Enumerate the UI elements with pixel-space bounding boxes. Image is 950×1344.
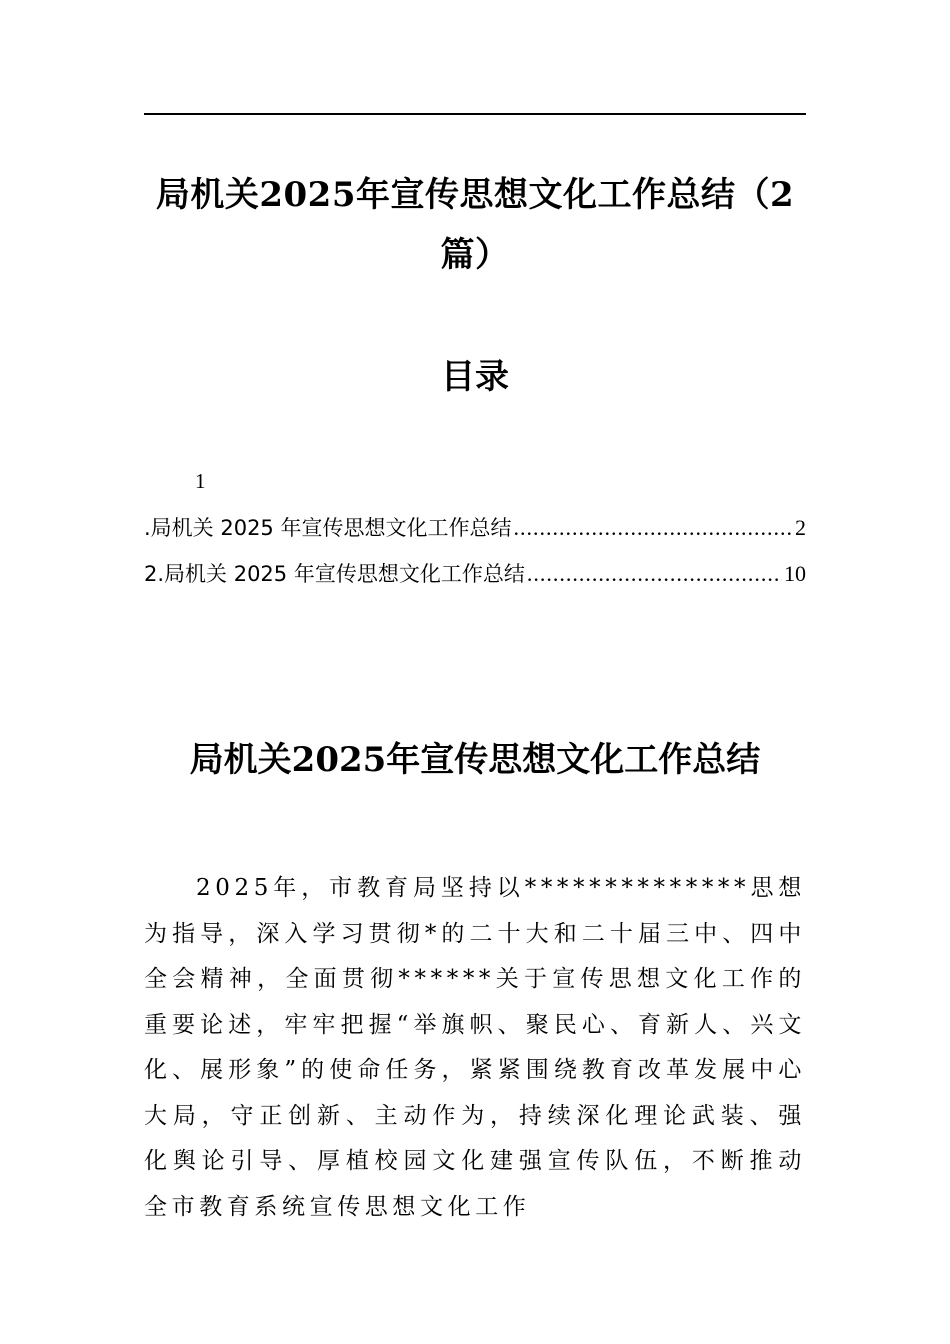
toc-entry-2[interactable] (144, 554, 806, 594)
toc-entry-label: .局机关 2025 年宣传思想文化工作总结 (144, 516, 512, 540)
toc-heading: 目录 (441, 357, 509, 397)
toc-entry-label: 2.局机关 2025 年宣传思想文化工作总结 (144, 562, 525, 586)
top-divider (144, 113, 806, 115)
section-title: 局机关2025年宣传思想文化工作总结 (189, 740, 761, 780)
body-paragraph: 2025年，市教育局坚持以**************思想为指导，深入学习贯彻*的二十大和二十届三中、四中全会精神，全面贯彻******关于宣传思想文化工作的重要论述，牢牢把握“举旗帜、聚民心、育新人、兴文化、展形象”的使命任务，紧紧围绕教育改革发展中心大局，守正创新、主动作为，持续深化理论武装、强化舆论引导、厚植校园文化建强宣传队伍，不断推动全市教育系统宣传思想文化工作 (144, 875, 806, 1220)
toc-dot-leader (513, 508, 793, 548)
toc-entry-page: 10 (784, 561, 806, 586)
toc-entry-1[interactable] (144, 508, 806, 548)
toc-entry-number: 1 (195, 469, 206, 493)
document-title: 局机关2025年宣传思想文化工作总结（2篇） (155, 175, 795, 275)
toc-entry-page: 2 (795, 515, 806, 540)
toc-dot-leader (527, 554, 782, 594)
